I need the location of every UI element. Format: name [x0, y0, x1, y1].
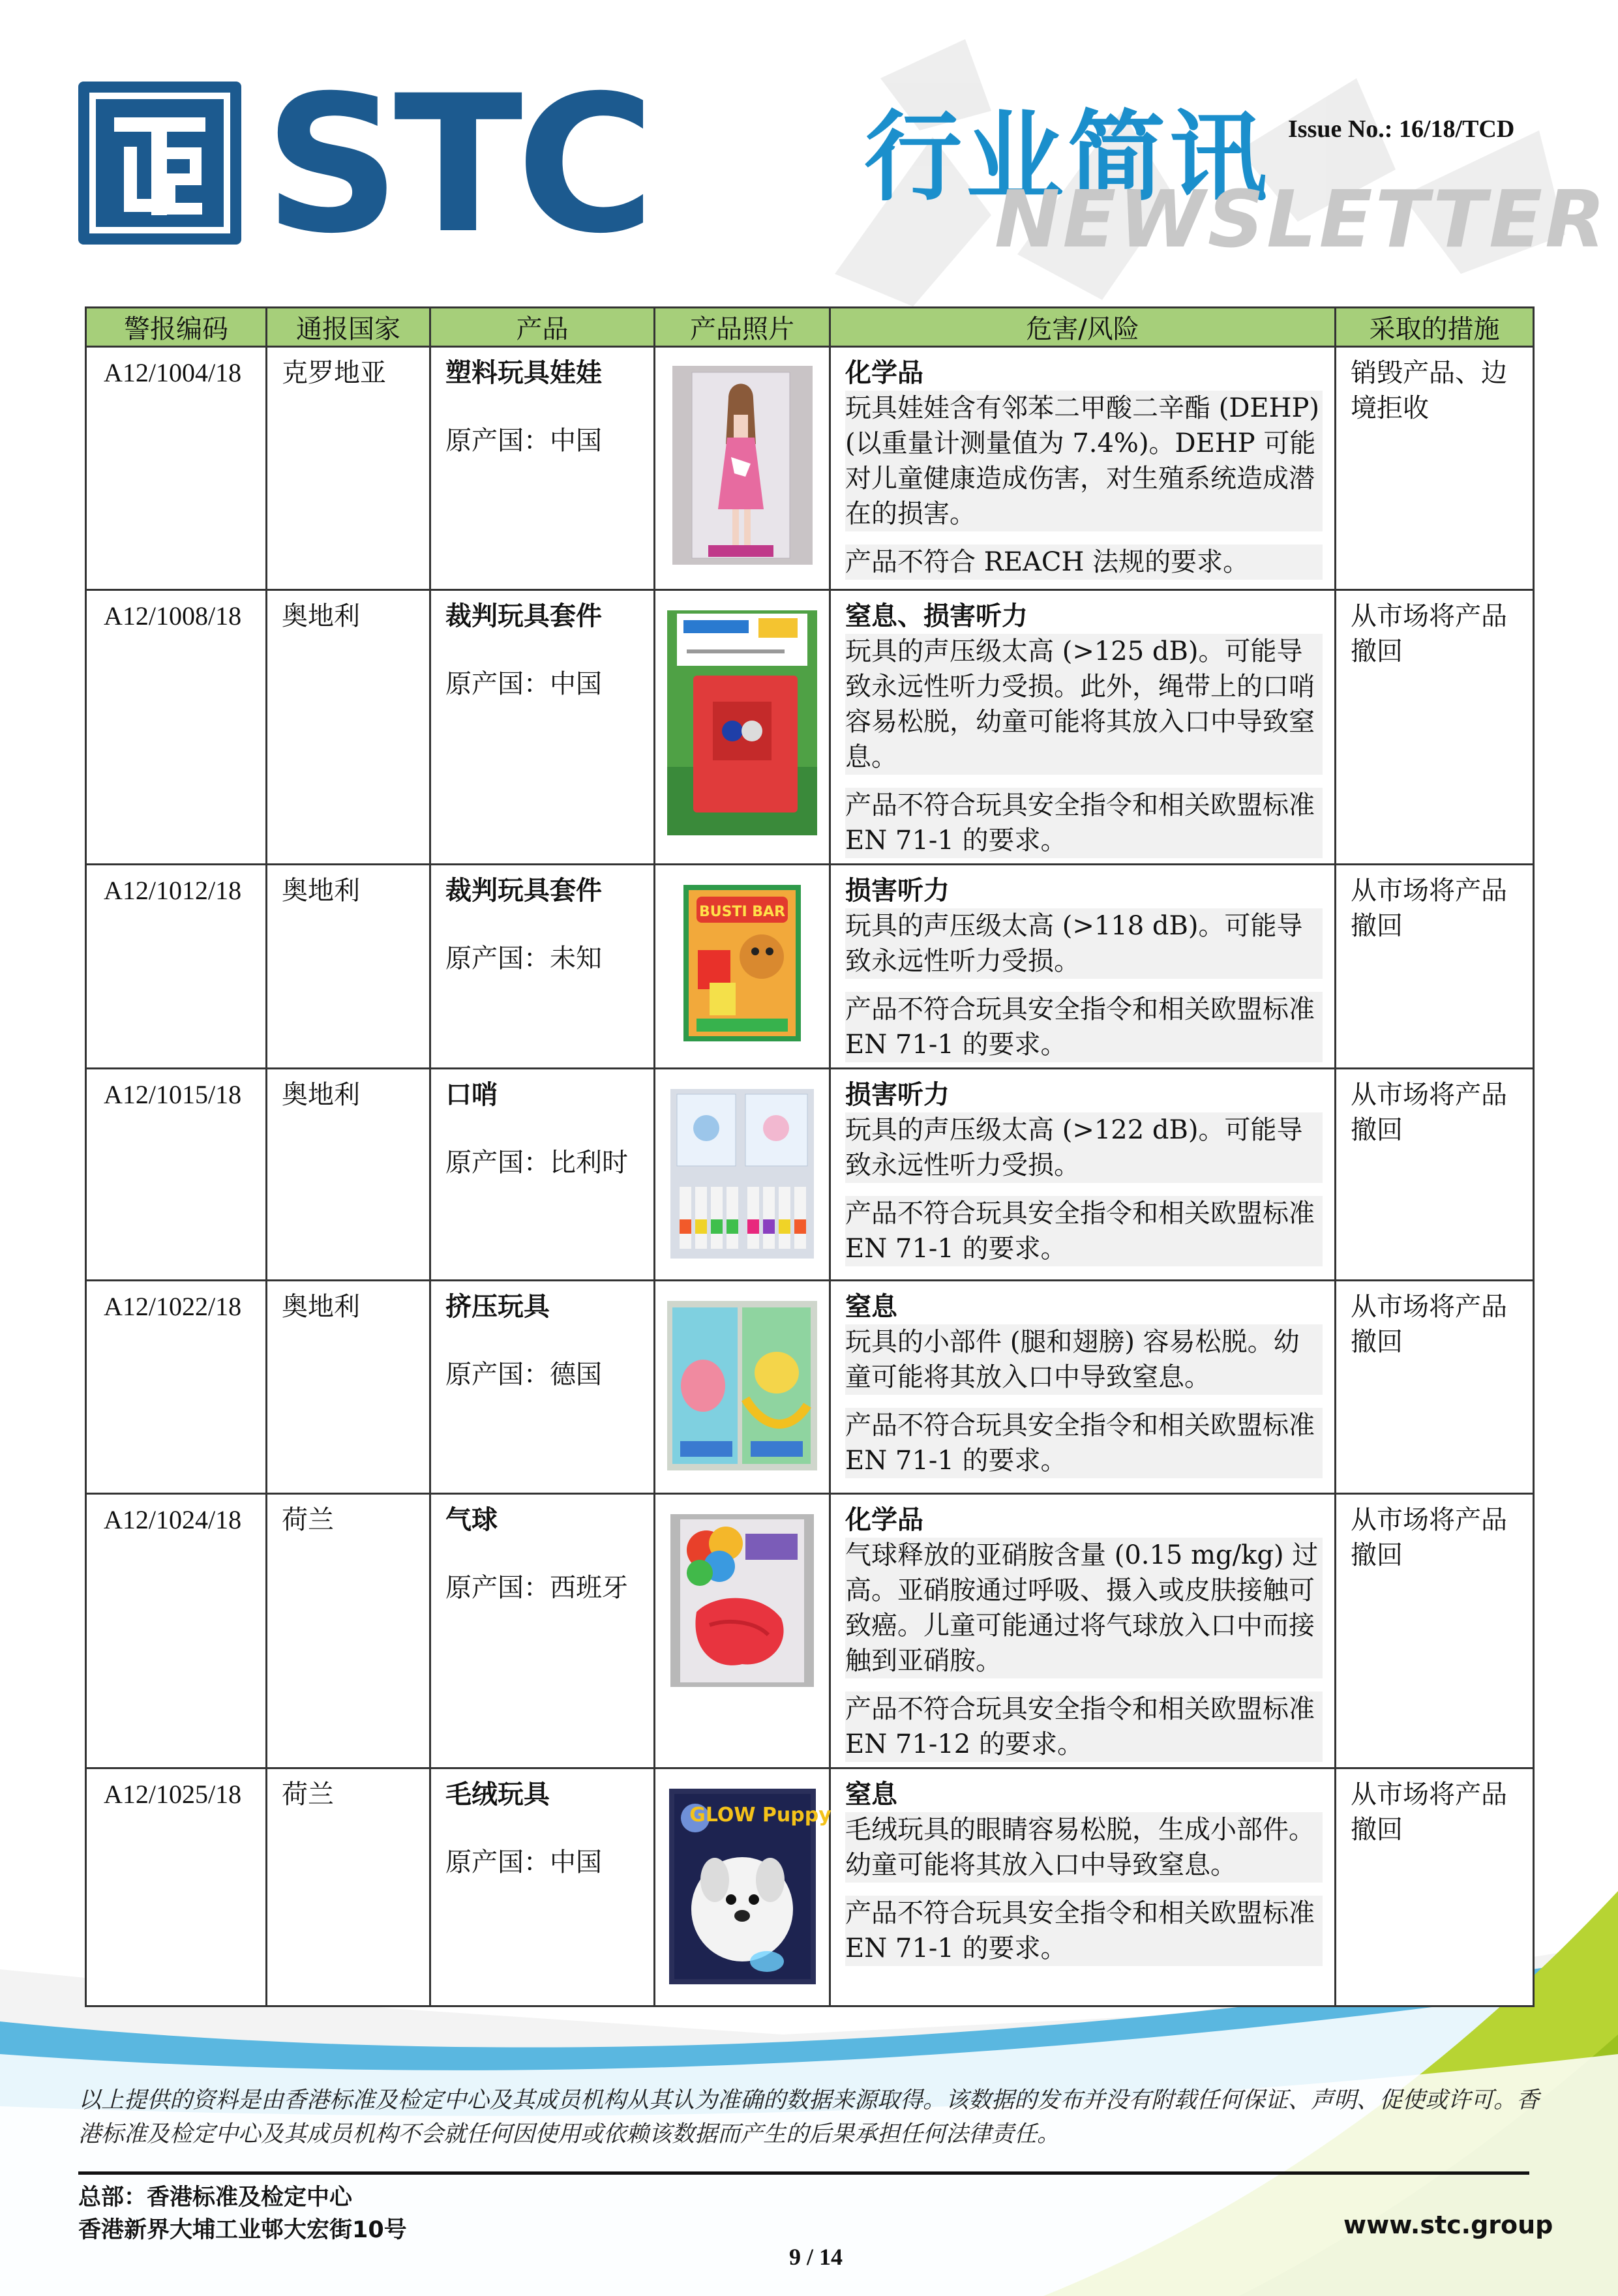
- hazard-type: 窒息: [845, 1779, 897, 1810]
- notifying-country: 奥地利: [267, 1069, 430, 1281]
- alert-code: A12/1012/18: [86, 865, 267, 1069]
- product-name: 气球: [445, 1504, 498, 1535]
- origin-country: 原产国：未知: [445, 944, 602, 974]
- hazard-cell: [830, 1494, 1336, 1768]
- alert-code: A12/1015/18: [86, 1069, 267, 1281]
- hazard-type: 损害听力: [845, 875, 950, 906]
- stc-wordmark: STC: [264, 55, 649, 275]
- product-name: 挤压玩具: [445, 1291, 550, 1322]
- origin-country: 原产国：西班牙: [445, 1573, 628, 1603]
- busti-bar-photo: [683, 885, 801, 1041]
- product-name: 裁判玩具套件: [445, 875, 602, 906]
- product-name: 裁判玩具套件: [445, 601, 602, 631]
- photo-cell: [655, 1281, 830, 1494]
- notifying-country: 克罗地亚: [267, 347, 430, 590]
- hazard-description: 玩具的小部件 (腿和翅膀) 容易松脱。幼童可能将其放入口中导致窒息。: [845, 1324, 1323, 1395]
- hazard-type: 窒息: [845, 1291, 897, 1322]
- photo-cell: [655, 1494, 830, 1768]
- compliance-note: 产品不符合玩具安全指令和相关欧盟标准 EN 71-1 的要求。: [845, 1408, 1323, 1478]
- balloons-photo: [670, 1514, 814, 1687]
- measure-taken: 从市场将产品撤回: [1336, 1494, 1534, 1768]
- alert-code: A12/1008/18: [86, 590, 267, 865]
- stc-logo: [78, 55, 685, 275]
- notifying-country: 奥地利: [267, 590, 430, 865]
- header-alert-code: 警报编码: [86, 308, 267, 347]
- notifying-country: 奥地利: [267, 1281, 430, 1494]
- stc-emblem-icon: [78, 55, 685, 275]
- origin-country: 原产国：德国: [445, 1360, 602, 1390]
- hazard-description: 毛绒玩具的眼睛容易松脱，生成小部件。幼童可能将其放入口中导致窒息。: [845, 1812, 1323, 1883]
- alert-code: A12/1024/18: [86, 1494, 267, 1768]
- header-photo: 产品照片: [655, 308, 830, 347]
- compliance-note: 产品不符合玩具安全指令和相关欧盟标准 EN 71-1 的要求。: [845, 788, 1323, 858]
- hazard-cell: [830, 590, 1336, 865]
- hazard-description: 玩具的声压级太高 (>118 dB)。可能导致永远性听力受损。: [845, 908, 1323, 979]
- photo-cell: [655, 865, 830, 1069]
- glow-puppy-photo: [669, 1789, 831, 1984]
- header-product: 产品: [430, 308, 655, 347]
- svg-text:BUSTI BAR: BUSTI BAR: [698, 904, 786, 920]
- compliance-note: 产品不符合玩具安全指令和相关欧盟标准 EN 71-12 的要求。: [845, 1692, 1323, 1762]
- hq-address: 香港新界大埔工业邨大宏街10号: [78, 2217, 407, 2243]
- alert-code: A12/1004/18: [86, 347, 267, 590]
- header-measures: 采取的措施: [1336, 308, 1534, 347]
- table-row: [86, 347, 1534, 590]
- photo-cell: [655, 1069, 830, 1281]
- compliance-note: 产品不符合 REACH 法规的要求。: [845, 544, 1323, 580]
- table-row: [86, 1494, 1534, 1768]
- product-cell: [430, 1069, 655, 1281]
- measure-taken: 从市场将产品撤回: [1336, 865, 1534, 1069]
- measure-taken: 从市场将产品撤回: [1336, 1768, 1534, 2006]
- table-row: [86, 1768, 1534, 2006]
- origin-country: 原产国：中国: [445, 669, 602, 699]
- table-row: [86, 590, 1534, 865]
- newsletter-title-cn: 行业简讯: [864, 101, 1272, 215]
- product-cell: [430, 1494, 655, 1768]
- header-hazard: 危害/风险: [830, 308, 1336, 347]
- glow-puppy-label: GLOW Puppy: [689, 1804, 831, 1826]
- product-cell: [430, 590, 655, 865]
- product-name: 毛绒玩具: [445, 1779, 550, 1810]
- product-cell: [430, 865, 655, 1069]
- website-link[interactable]: www.stc.group: [1343, 2211, 1553, 2239]
- hazard-description: 玩具娃娃含有邻苯二甲酸二辛酯 (DEHP) (以重量计测量值为 7.4%)。DEHP 可能对儿童健康造成伤害，对生殖系统造成潜在的损害。: [845, 391, 1323, 531]
- table-row: [86, 1069, 1534, 1281]
- hazard-description: 玩具的声压级太高 (>125 dB)。可能导致永远性听力受损。此外，绳带上的口哨容易松脱，幼童可能将其放入口中导致窒息。: [845, 634, 1323, 775]
- product-name: 口哨: [445, 1079, 498, 1110]
- origin-country: 原产国：中国: [445, 1847, 602, 1877]
- table-row: [86, 1281, 1534, 1494]
- compliance-note: 产品不符合玩具安全指令和相关欧盟标准 EN 71-1 的要求。: [845, 1896, 1323, 1966]
- table-header-row: [86, 308, 1534, 347]
- hazard-type: 窒息、损害听力: [845, 601, 1028, 631]
- headquarters-address: [78, 2181, 407, 2246]
- header-country: 通报国家: [267, 308, 430, 347]
- origin-country: 原产国：中国: [445, 426, 602, 456]
- alerts-table: [85, 306, 1535, 2007]
- product-cell: [430, 1281, 655, 1494]
- hazard-cell: [830, 1069, 1336, 1281]
- product-cell: [430, 347, 655, 590]
- product-cell: [430, 1768, 655, 2006]
- hazard-cell: [830, 1281, 1336, 1494]
- measure-taken: 从市场将产品撤回: [1336, 1281, 1534, 1494]
- hazard-cell: [830, 865, 1336, 1069]
- table-row: [86, 865, 1534, 1069]
- hazard-description: 玩具的声压级太高 (>122 dB)。可能导致永远性听力受损。: [845, 1112, 1323, 1183]
- compliance-note: 产品不符合玩具安全指令和相关欧盟标准 EN 71-1 的要求。: [845, 1196, 1323, 1266]
- hazard-type: 化学品: [845, 1504, 923, 1535]
- measure-taken: 销毁产品、边境拒收: [1336, 347, 1534, 590]
- photo-cell: [655, 1768, 830, 2006]
- product-name: 塑料玩具娃娃: [445, 357, 602, 388]
- notifying-country: 荷兰: [267, 1494, 430, 1768]
- hazard-cell: [830, 1768, 1336, 2006]
- alert-code: A12/1025/18: [86, 1768, 267, 2006]
- newsletter-title-en: NEWSLETTER: [995, 175, 1608, 265]
- notifying-country: 奥地利: [267, 865, 430, 1069]
- doll-photo: [672, 366, 813, 565]
- alert-code: A12/1022/18: [86, 1281, 267, 1494]
- hazard-type: 损害听力: [845, 1079, 950, 1110]
- hazard-cell: [830, 347, 1336, 590]
- whistles-photo: [670, 1089, 814, 1259]
- notifying-country: 荷兰: [267, 1768, 430, 2006]
- page-number: 9 / 14: [789, 2244, 843, 2270]
- disclaimer: 以上提供的资料是由香港标准及检定中心及其成员机构从其认为准确的数据来源取得。该数据的发布并没有附载任何保证、声明、促使或许可。香港标准及检定中心及其成员机构不会就任何因使用或依赖该数据而产生的后果承担任何法律责任。: [78, 2087, 1540, 2147]
- squeeze-toy-photo: [667, 1301, 817, 1470]
- photo-cell: [655, 590, 830, 865]
- hazard-type: 化学品: [845, 357, 923, 388]
- compliance-note: 产品不符合玩具安全指令和相关欧盟标准 EN 71-1 的要求。: [845, 992, 1323, 1062]
- footer-divider: [78, 2171, 1529, 2175]
- referee-set-photo: [667, 610, 817, 835]
- issue-number: Issue No.: 16/18/TCD: [1288, 115, 1515, 143]
- origin-country: 原产国：比利时: [445, 1148, 628, 1178]
- measure-taken: 从市场将产品撤回: [1336, 1069, 1534, 1281]
- hazard-description: 气球释放的亚硝胺含量 (0.15 mg/kg) 过高。亚硝胺通过呼吸、摄入或皮肤接触可致癌。儿童可能通过将气球放入口中而接触到亚硝胺。: [845, 1538, 1323, 1678]
- hq-name: 总部：香港标准及检定中心: [78, 2184, 353, 2211]
- photo-cell: [655, 347, 830, 590]
- measure-taken: 从市场将产品撤回: [1336, 590, 1534, 865]
